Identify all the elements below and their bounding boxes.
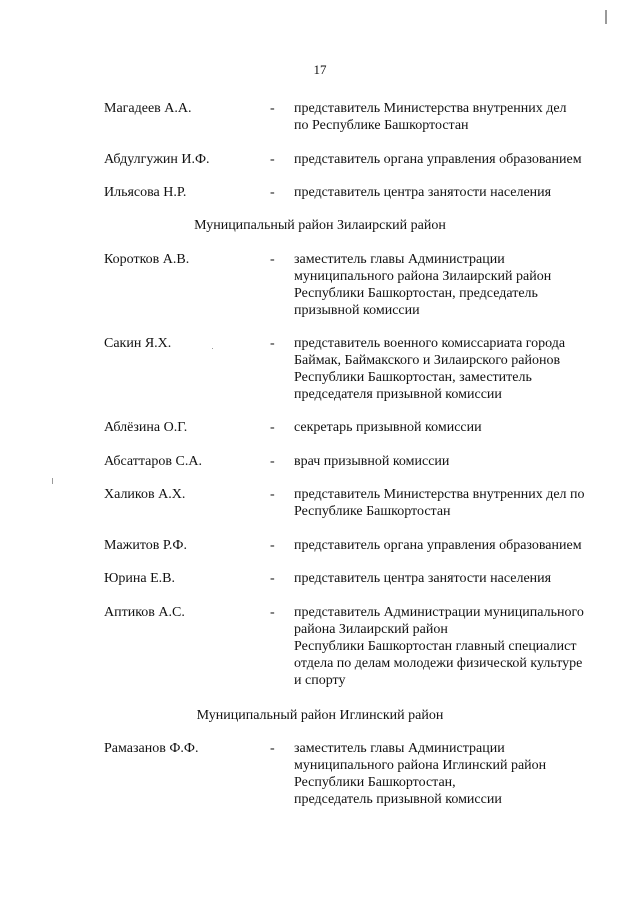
member-name: Мажитов Р.Ф. [104,538,187,553]
member-name: Халиков А.Х. [104,487,186,502]
separator-dash: - [270,420,275,435]
member-name: Абсаттаров С.А. [104,454,202,469]
member-role: представитель Министерства внутренних дел по Республике Башкортостан [294,487,585,519]
member-role: заместитель главы Администрации муниципального района Иглинский район Республики Башкортостан, председатель призывной комиссии [294,741,547,807]
separator-dash: - [270,741,275,756]
separator-dash: - [270,487,275,502]
section-heading-zilair: Муниципальный район Зилаирский район [194,218,446,233]
member-role: врач призывной комиссии [294,454,450,469]
member-role: заместитель главы Администрации муниципального района Зилаирский район Республики Башкортостан, председатель призывной комиссии [294,252,552,318]
member-role: представитель органа управления образованием [294,538,582,553]
member-name: Абдулгужин И.Ф. [104,152,210,167]
member-role: представитель Министерства внутренних дел по Республике Башкортостан [294,101,567,133]
member-name: Аблёзина О.Г. [104,420,188,435]
separator-dash: - [270,336,275,351]
member-role: представитель Администрации муниципального района Зилаирский район Республики Башкортостан главный специалист отдела по делам молодежи физической культуре и спорту [294,605,584,688]
page-number: 17 [313,62,327,77]
separator-dash: - [270,185,275,200]
scan-speck [605,10,607,24]
separator-dash: - [270,454,275,469]
separator-dash: - [270,252,275,267]
member-name: Аптиков А.С. [104,605,185,620]
member-name: Рамазанов Ф.Ф. [104,741,199,756]
member-name: Магадеев А.А. [104,101,192,116]
separator-dash: - [270,152,275,167]
member-name: Сакин Я.Х. [104,336,172,351]
scan-speck [212,348,213,349]
member-role: секретарь призывной комиссии [294,420,482,435]
member-name: Юрина Е.В. [104,571,175,586]
section-heading-iglino: Муниципальный район Иглинский район [196,708,444,723]
separator-dash: - [270,571,275,586]
member-role: представитель военного комиссариата города Баймак, Баймакского и Зилаирского районов Республики Башкортостан, заместитель председателя призывной комиссии [294,336,566,402]
separator-dash: - [270,101,275,116]
member-role: представитель центра занятости населения [294,571,552,586]
member-role: представитель органа управления образованием [294,152,582,167]
member-name: Коротков А.В. [104,252,190,267]
scan-speck [52,478,53,484]
member-role: представитель центра занятости населения [294,185,552,200]
separator-dash: - [270,538,275,553]
separator-dash: - [270,605,275,620]
member-name: Ильясова Н.Р. [104,185,187,200]
